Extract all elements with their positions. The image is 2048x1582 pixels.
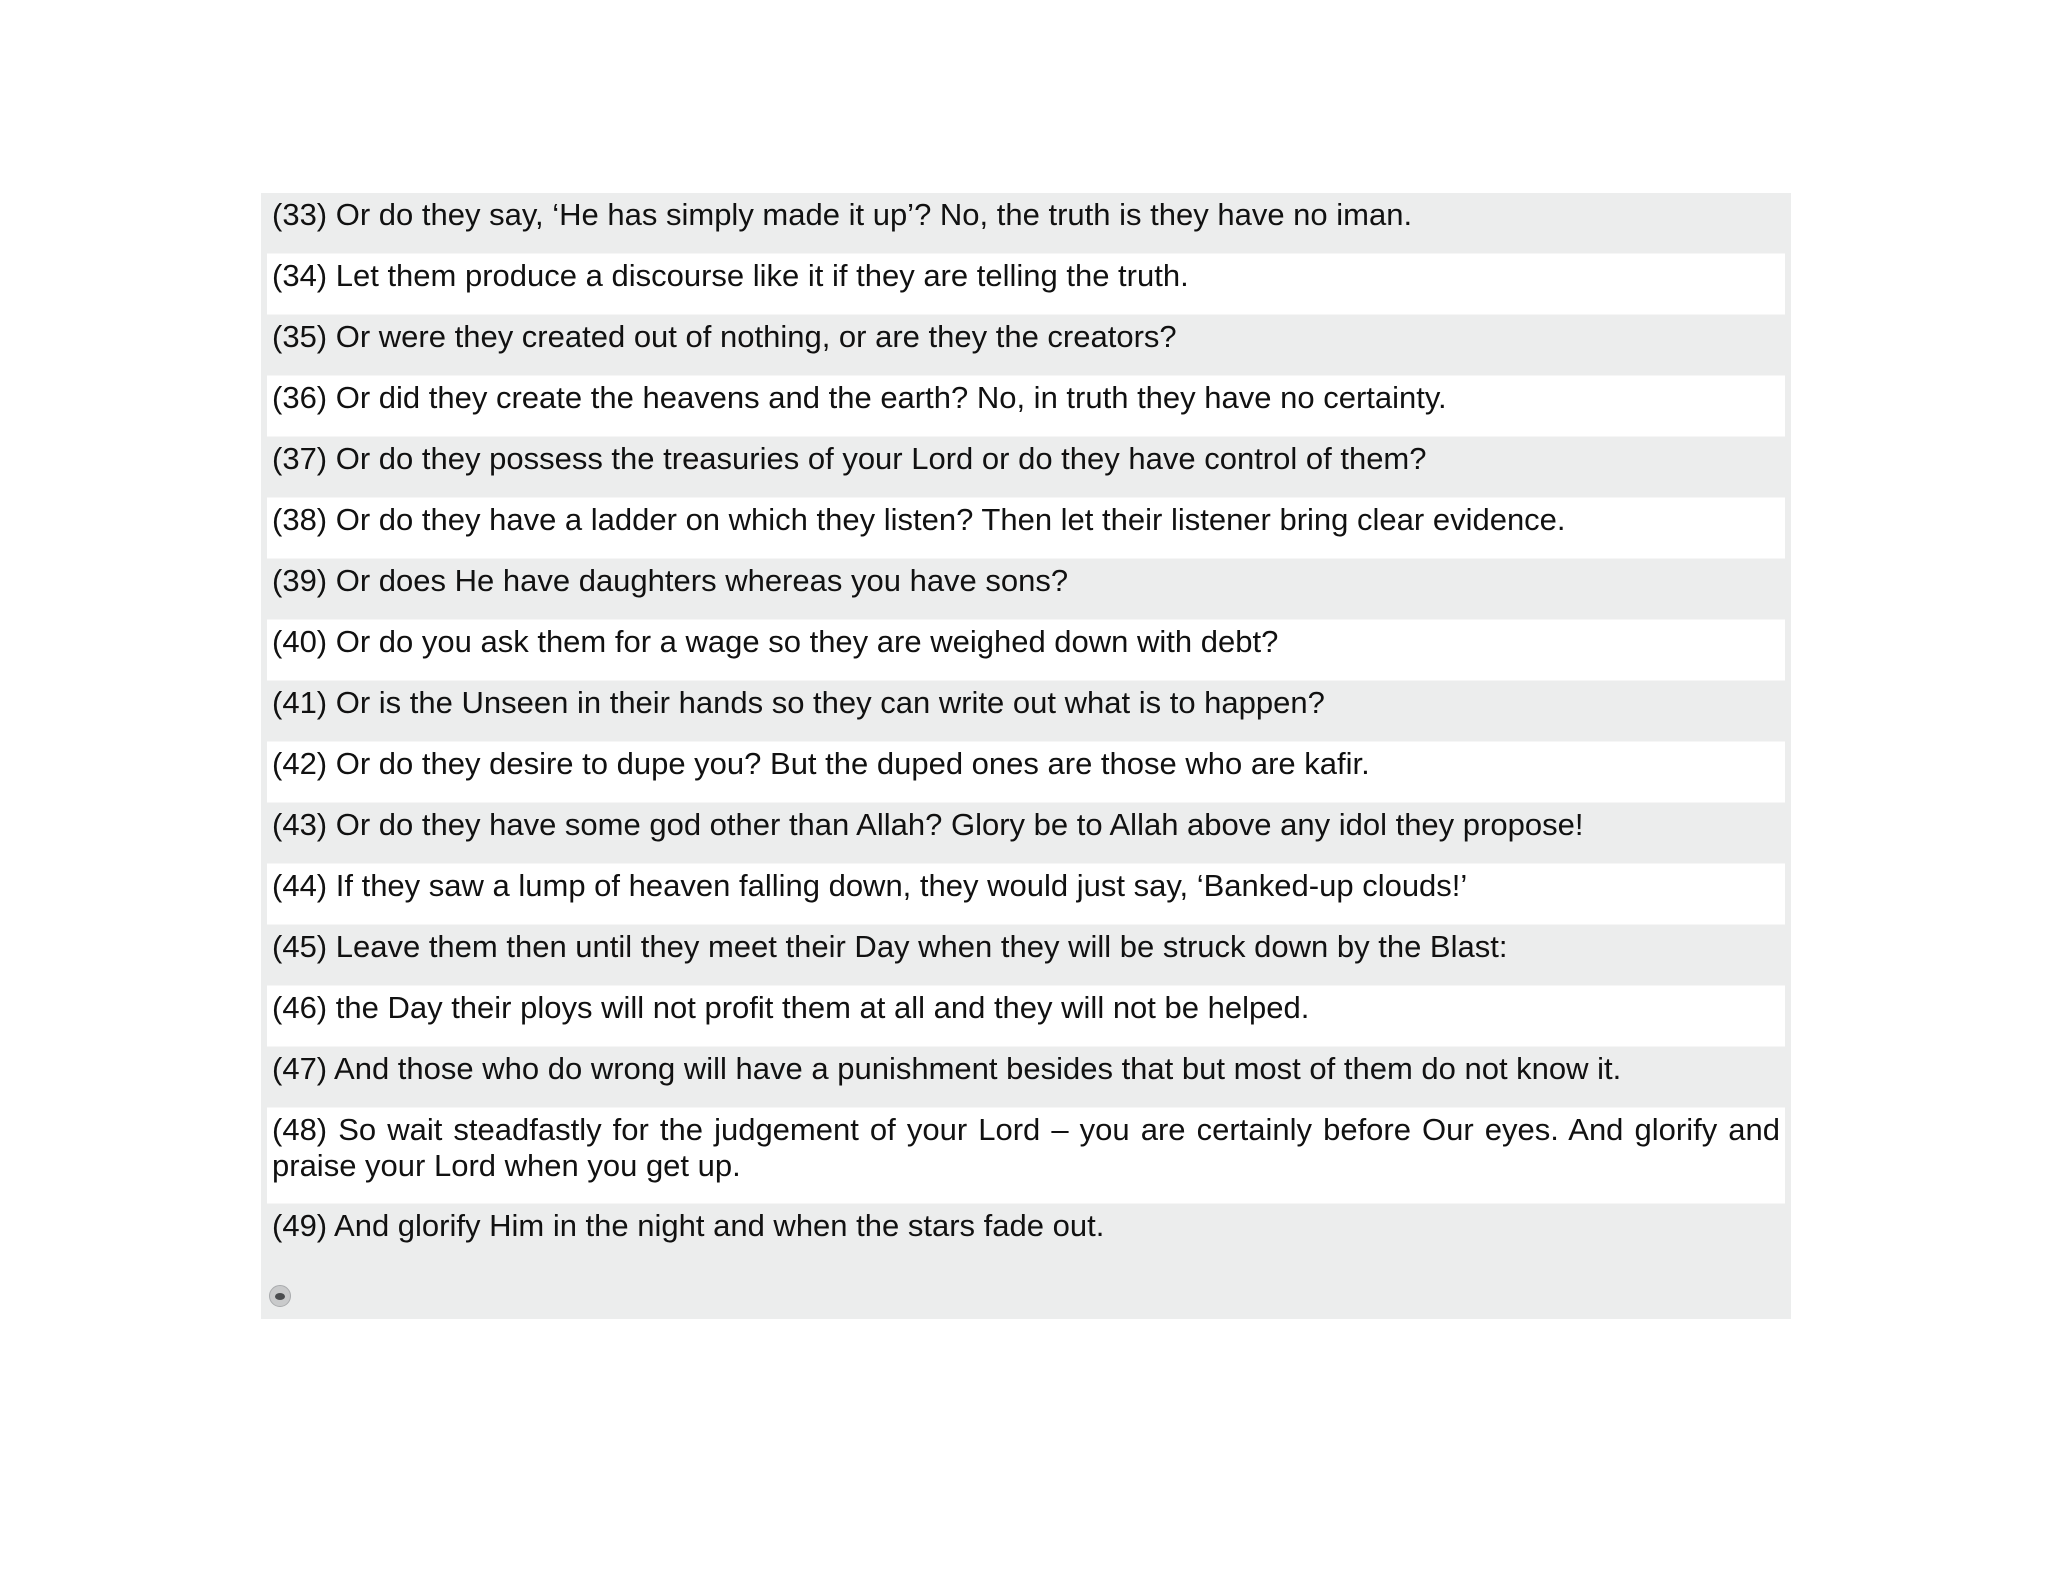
verse-row-44: (44) If they saw a lump of heaven falling down, they would just say, ‘Banked-up clouds!’ [267, 864, 1785, 925]
verse-row-33: (33) Or do they say, ‘He has simply made it up’? No, the truth is they have no iman. [267, 193, 1785, 254]
verse-row-48: (48) So wait steadfastly for the judgement of your Lord – you are certainly before Our eyes. And glorify and praise your Lord when you get up. [267, 1108, 1785, 1204]
verse-row-47: (47) And those who do wrong will have a punishment besides that but most of them do not know it. [267, 1047, 1785, 1108]
verse-row-43: (43) Or do they have some god other than Allah? Glory be to Allah above any idol they propose! [267, 803, 1785, 864]
verse-row-38: (38) Or do they have a ladder on which they listen? Then let their listener bring clear evidence. [267, 498, 1785, 559]
verse-panel [261, 193, 1791, 1319]
verse-row-40: (40) Or do you ask them for a wage so they are weighed down with debt? [267, 620, 1785, 681]
verse-row-41: (41) Or is the Unseen in their hands so they can write out what is to happen? [267, 681, 1785, 742]
verse-row-46: (46) the Day their ploys will not profit them at all and they will not be helped. [267, 986, 1785, 1047]
verse-list [267, 193, 1785, 1265]
circle-dot-icon-core [275, 1293, 285, 1300]
verse-row-35: (35) Or were they created out of nothing, or are they the creators? [267, 315, 1785, 376]
verse-row-42: (42) Or do they desire to dupe you? But the duped ones are those who are kafir. [267, 742, 1785, 803]
verse-row-37: (37) Or do they possess the treasuries of your Lord or do they have control of them? [267, 437, 1785, 498]
verse-row-36: (36) Or did they create the heavens and the earth? No, in truth they have no certainty. [267, 376, 1785, 437]
circle-dot-icon[interactable] [269, 1285, 291, 1307]
verse-row-39: (39) Or does He have daughters whereas you have sons? [267, 559, 1785, 620]
verse-row-45: (45) Leave them then until they meet their Day when they will be struck down by the Blast: [267, 925, 1785, 986]
verse-row-49: (49) And glorify Him in the night and when the stars fade out. [267, 1204, 1785, 1265]
verse-row-34: (34) Let them produce a discourse like it if they are telling the truth. [267, 254, 1785, 315]
